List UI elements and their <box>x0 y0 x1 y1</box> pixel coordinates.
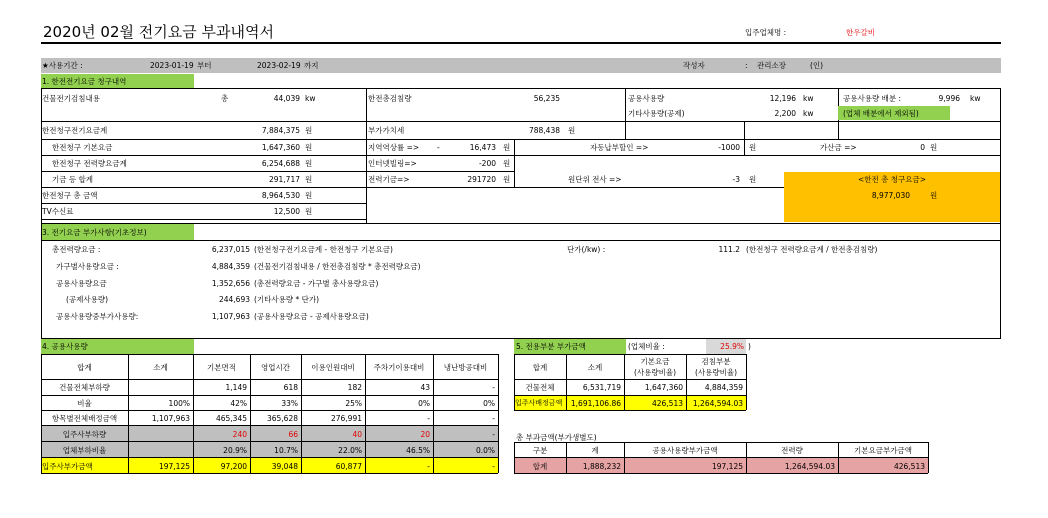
won-unit: 원 <box>749 175 757 184</box>
sec4-cell: 618 <box>283 383 298 392</box>
sec4-cell: - <box>492 414 495 423</box>
fund-total-value: 291,717 <box>268 175 300 184</box>
sec3-row-value: 1,352,656 <box>211 279 250 288</box>
total-header: 공용사용량부가금액 <box>652 446 718 455</box>
sec4-cell: - <box>427 414 430 423</box>
sec4-cell: 197,125 <box>158 462 190 471</box>
total-header: 계 <box>591 446 599 455</box>
section4-title: 4. 공용사용량 <box>42 342 88 351</box>
section3-title: 3. 전기요금 부가사항(기초정보) <box>42 228 147 237</box>
surcharge-label: 가산금 => <box>820 143 857 152</box>
kw-unit: kw <box>970 94 981 103</box>
vat-label: 부가가치세 <box>368 126 405 135</box>
rate-value: 25.9% <box>720 342 744 351</box>
sec5-header: (사용량비율) <box>633 368 677 377</box>
regional-value: 16,473 <box>469 143 496 152</box>
sec5-header: 기본요금 <box>640 357 670 366</box>
sec3-row-desc: (기타사용량 * 단가) <box>254 295 320 304</box>
sec4-cell: 33% <box>281 399 298 408</box>
sec4-cell: - <box>492 383 495 392</box>
sec4-cell: 1,107,963 <box>151 414 190 423</box>
total-charge-value: 8,977,030 <box>871 191 910 200</box>
sec5-cell: 426,513 <box>651 399 683 408</box>
autopay-value: -1000 <box>718 143 740 152</box>
energy-charge-value: 6,254,688 <box>261 159 300 168</box>
sec4-cell: 97,200 <box>220 462 247 471</box>
won-unit: 원 <box>305 126 313 135</box>
kepco-total-label: 한전청구 총 금액 <box>42 191 98 200</box>
sec4-header: 소계 <box>153 363 168 372</box>
tenant-name: 한우갈비 <box>846 28 875 37</box>
rounding-label: 원단위 전사 => <box>568 175 622 184</box>
sec4-cell: 46.5% <box>406 446 430 455</box>
sec4-cell: 66 <box>288 430 298 439</box>
autopay-label: 자동납부할인 => <box>590 143 649 152</box>
sec4-cell: - <box>427 462 430 471</box>
sec3-row-value: 6,237,015 <box>211 245 250 254</box>
sec4-cell: 0.0% <box>475 446 495 455</box>
sec4-cell: 365,628 <box>266 414 298 423</box>
won-unit: 원 <box>503 159 511 168</box>
exclude-note: (업체 배분에서 제외됨) <box>843 109 919 118</box>
total-header: 전력량 <box>781 446 803 455</box>
common-usage-label: 공용사용량 <box>628 94 665 103</box>
sec4-cell: 465,345 <box>215 414 247 423</box>
sec4-header: 영업시간 <box>261 363 290 372</box>
to-word: 까지 <box>304 61 319 70</box>
sec4-header: 이용인원대비 <box>311 363 355 372</box>
sec3-row-label: 가구별사용량요금 : <box>56 262 119 271</box>
sec4-row-label: 입주사부하량 <box>62 430 107 439</box>
base-charge-value: 1,647,360 <box>261 143 300 152</box>
sec3-row-desc: (건물전기검침내용 / 한전총검침량 * 총전력량요금) <box>254 262 421 271</box>
other-usage-label: 기타사용량(공제) <box>628 109 685 118</box>
won-unit: 원 <box>503 143 511 152</box>
won-unit: 원 <box>305 159 313 168</box>
common-alloc-label: 공용사용량 배분 : <box>843 94 902 103</box>
tv-fee-value: 12,500 <box>273 207 300 216</box>
kw-unit: kw <box>803 109 814 118</box>
sec5-row-label: 입주사배정금액 <box>515 399 563 407</box>
total-cell: 426,513 <box>893 462 925 471</box>
sec3-row-desc: (한전청구전기요금계 - 한전청구 기본요금) <box>254 245 393 254</box>
sec3-row-value: 1,107,963 <box>211 312 250 321</box>
sec4-cell: 276,991 <box>330 414 362 423</box>
sec4-row-label: 항목별전체배정금액 <box>51 414 118 423</box>
sec3-row-value: 244,693 <box>218 295 250 304</box>
author-label: 작성자 <box>683 61 705 70</box>
sec5-header: 검침부분 <box>701 357 731 366</box>
sec3-row-desc: (공용사용량요금 - 공제사용량요금) <box>254 312 369 321</box>
sec4-row-label: 입주사부가금액 <box>42 462 93 471</box>
building-meter-label: 건물전기검침내용 <box>42 94 100 103</box>
sec4-row-label: 건물전체부하량 <box>59 383 110 392</box>
sec3-row-value: 4,884,359 <box>211 262 250 271</box>
surcharge-value: 0 <box>920 143 925 152</box>
sec3-row-label: 총전력량요금 : <box>52 245 101 254</box>
sec4-cell: 20 <box>420 430 430 439</box>
total-row-label: 합계 <box>532 462 548 471</box>
sec4-row-label: 업체부하비율 <box>62 446 107 455</box>
sec5-cell: 1,647,360 <box>644 383 683 392</box>
sec4-cell: 0% <box>483 399 495 408</box>
sec4-cell: 25% <box>345 399 362 408</box>
total-word: 총 <box>221 94 229 103</box>
rate-label: (업체비율 : <box>628 342 665 351</box>
sec3-row-label: 공용사용량중부가사용량: <box>56 312 139 321</box>
regional-label: 지역역상률 => <box>368 143 420 152</box>
period-from: 2023-01-19 <box>150 61 194 70</box>
unit-price-desc: (한전청구 전력량요금계 / 한전총검침량) <box>746 245 878 254</box>
won-unit: 원 <box>568 126 576 135</box>
common-usage-value: 12,196 <box>769 94 796 103</box>
seal: (인) <box>810 61 824 70</box>
total-cell: 1,264,594.03 <box>784 462 835 471</box>
won-unit: 원 <box>305 143 313 152</box>
sec3-row-label: 공용사용량요금 <box>56 279 107 288</box>
sec5-cell: 6,531,719 <box>582 383 621 392</box>
fund-total-label: 기금 등 합계 <box>52 175 93 184</box>
section1-title: 1. 한전전기요금 청구내역 <box>42 77 127 86</box>
rounding-value: -3 <box>732 175 740 184</box>
sec4-cell: 43 <box>420 383 430 392</box>
section5-title: 5. 전용부분 부가금액 <box>516 342 586 351</box>
sec4-cell: 42% <box>230 399 247 408</box>
kw-unit: kw <box>803 94 814 103</box>
sec5-cell: 1,264,594.03 <box>692 399 743 408</box>
total-cell: 197,125 <box>711 462 743 471</box>
total-charge-label: <한전 총 청구요금> <box>857 175 927 184</box>
won-unit: 원 <box>305 191 313 200</box>
common-alloc-value: 9,996 <box>938 94 960 103</box>
total-section-title: 총 부과금액(부가생별도) <box>516 433 597 442</box>
vat-value: 788,438 <box>528 126 560 135</box>
author-name: 관리소장 <box>757 61 786 70</box>
power-fund-label: 전력기금=> <box>368 175 410 184</box>
kepco-charge-label: 한전청구전기요금계 <box>42 126 108 135</box>
sec4-cell: 182 <box>347 383 362 392</box>
sec4-header: 냉난방공대비 <box>443 363 488 372</box>
kepco-total-value: 8,964,530 <box>261 191 300 200</box>
won-unit: 원 <box>305 175 313 184</box>
base-charge-label: 한전청구 기본요금 <box>52 143 113 152</box>
regional-dash: - <box>437 143 440 152</box>
sec4-cell: 10.7% <box>274 446 298 455</box>
sec4-cell: - <box>492 462 495 471</box>
sec3-row-label: (공제사용량) <box>66 295 109 304</box>
kepco-meter-value: 56,235 <box>533 94 560 103</box>
won-unit: 원 <box>930 191 938 200</box>
sec4-cell: 240 <box>232 430 247 439</box>
sec5-row-label: 건물전체 <box>525 383 555 392</box>
from-word: 부터 <box>197 61 212 70</box>
sec5-header: 소계 <box>587 363 603 372</box>
won-unit: 원 <box>503 175 511 184</box>
energy-charge-label: 한전청구 전력량요금계 <box>52 159 127 168</box>
internet-billing-label: 인터넷빌링=> <box>368 159 417 168</box>
sec5-header: (사용량비율) <box>694 368 738 377</box>
sec4-cell: 20.9% <box>223 446 247 455</box>
internet-billing-value: -200 <box>478 159 496 168</box>
sec4-cell: 0% <box>418 399 430 408</box>
building-meter-value: 44,039 <box>273 94 300 103</box>
tv-fee-label: TV수신료 <box>42 207 74 216</box>
sec4-header: 합계 <box>77 363 92 372</box>
rate-close: ) <box>748 342 751 351</box>
period-label: ★사용기간 : <box>42 61 83 70</box>
sec3-row-desc: (총전력량요금 - 가구별 총사용량요금) <box>254 279 379 288</box>
author-sep: : <box>745 61 748 70</box>
won-unit: 원 <box>305 207 313 216</box>
won-unit: 원 <box>930 143 938 152</box>
tenant-label: 입주업체명 : <box>745 28 787 37</box>
sec4-cell: - <box>492 430 495 439</box>
period-to: 2023-02-19 <box>257 61 301 70</box>
sec5-cell: 4,884,359 <box>704 383 743 392</box>
unit-price-value: 111.2 <box>718 245 740 254</box>
total-header: 구분 <box>532 446 548 455</box>
sec4-row-label: 비율 <box>77 399 92 408</box>
other-usage-value: 2,200 <box>774 109 796 118</box>
sec4-cell: 40 <box>352 430 362 439</box>
sec5-cell: 1,691,106.86 <box>570 399 621 408</box>
sec5-header: 합계 <box>532 363 548 372</box>
page-title: 2020년 02월 전기요금 부과내역서 <box>43 23 274 41</box>
unit-price-label: 단가(/kw) : <box>567 245 606 254</box>
power-fund-value: 291720 <box>467 175 496 184</box>
won-unit: 원 <box>749 143 757 152</box>
kepco-meter-label: 한전총검침량 <box>368 94 412 103</box>
sec4-cell: 22.0% <box>338 446 362 455</box>
total-header: 기본요금부가금액 <box>854 446 912 455</box>
sec4-cell: 39,048 <box>271 462 298 471</box>
sec4-cell: 100% <box>168 399 190 408</box>
sec4-cell: 1,149 <box>225 383 247 392</box>
sec4-header: 주차기이용대비 <box>373 363 425 372</box>
sec4-cell: 60,877 <box>335 462 362 471</box>
total-cell: 1,888,232 <box>582 462 621 471</box>
kw-unit: kw <box>305 94 316 103</box>
sec4-header: 기본면적 <box>207 363 236 372</box>
kepco-charge-value: 7,884,375 <box>261 126 300 135</box>
